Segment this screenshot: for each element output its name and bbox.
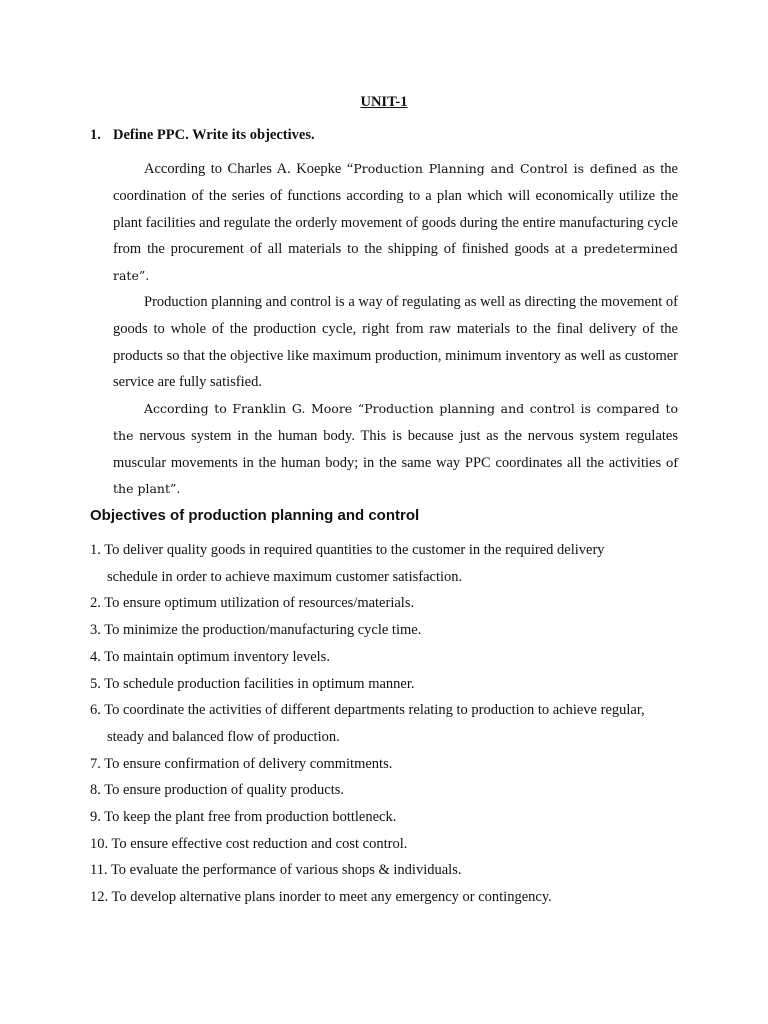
paragraph-quote: According to Franklin G. Moore “Production planning and control is compared to the [113, 401, 678, 443]
objective-text: 8. To ensure production of quality products. [90, 782, 345, 799]
paragraph-lead: Production planning and control is a way of regulating as well as directing the movement of goods to whole of the production cycle, right from raw materials to the final delivery of the products so that the objective like maximum production, minimum inventory as well as customer service are fully satisfied. [113, 294, 678, 391]
objective-text: 5. To schedule production facilities in optimum manner. [90, 675, 415, 692]
paragraph-koepke-definition [113, 156, 678, 290]
objective-continuation: steady and balanced flow of production. [107, 728, 340, 745]
objectives-heading: Objectives of production planning and control [90, 507, 420, 524]
objective-item [90, 590, 690, 617]
objective-item [90, 751, 690, 778]
paragraph-quote: Production Planning and Control is defined [353, 161, 638, 176]
paragraph-body: as the coordination of the series of functions according to a plan which will economically utilize the plant facilities and regulate the orderly movement of goods during the entire manufacturing cycle from the procurement of all materials to the shipping of finished goods at a [113, 161, 678, 258]
objective-item [90, 884, 690, 911]
objective-text: 10. To ensure effective cost reduction and cost control. [90, 835, 408, 852]
paragraph-body: nervous system in the human body. This is because just as the nervous system regulates muscular movements in the human body; in the same way PPC coordinates all the activities [113, 427, 678, 471]
question-heading [90, 125, 315, 145]
objective-item [90, 644, 690, 671]
unit-title: UNIT-1 [360, 94, 408, 110]
objective-text: 3. To minimize the production/manufacturing cycle time. [90, 622, 422, 639]
paragraph-quote-end: predetermined rate”. [113, 241, 678, 284]
objective-text: 7. To ensure confirmation of delivery commitments. [90, 755, 393, 772]
paragraph-lead: According to Charles A. Koepke “ [144, 161, 354, 177]
objectives-list [90, 537, 690, 911]
objective-text: 4. To maintain optimum inventory levels. [90, 648, 330, 665]
question-text: Define PPC. Write its objectives. [113, 127, 315, 143]
paragraph-moore-definition [113, 396, 678, 503]
objective-item [90, 671, 690, 698]
objective-item [90, 697, 690, 750]
objective-item [90, 537, 690, 590]
paragraph-ppc-explanation [113, 289, 678, 396]
objective-text: 11. To evaluate the performance of various shops & individuals. [90, 862, 462, 879]
objective-text: 12. To develop alternative plans inorder to meet any emergency or contingency. [90, 889, 552, 906]
objective-text: 1. To deliver quality goods in required quantities to the customer in the required delivery [90, 542, 605, 558]
objective-item [90, 831, 690, 858]
objective-continuation: schedule in order to achieve maximum customer satisfaction. [107, 568, 463, 585]
paragraph-quote-end: of the plant”. [113, 454, 678, 497]
objective-item [90, 857, 690, 884]
question-number: 1. [90, 127, 101, 143]
objective-text: 9. To keep the plant free from production bottleneck. [90, 809, 397, 826]
objective-item [90, 617, 690, 644]
objective-item [90, 777, 690, 804]
objective-item [90, 804, 690, 831]
objective-text: 2. To ensure optimum utilization of resources/materials. [90, 595, 415, 612]
objective-text: 6. To coordinate the activities of different departments relating to production to achieve regular, [90, 702, 645, 719]
